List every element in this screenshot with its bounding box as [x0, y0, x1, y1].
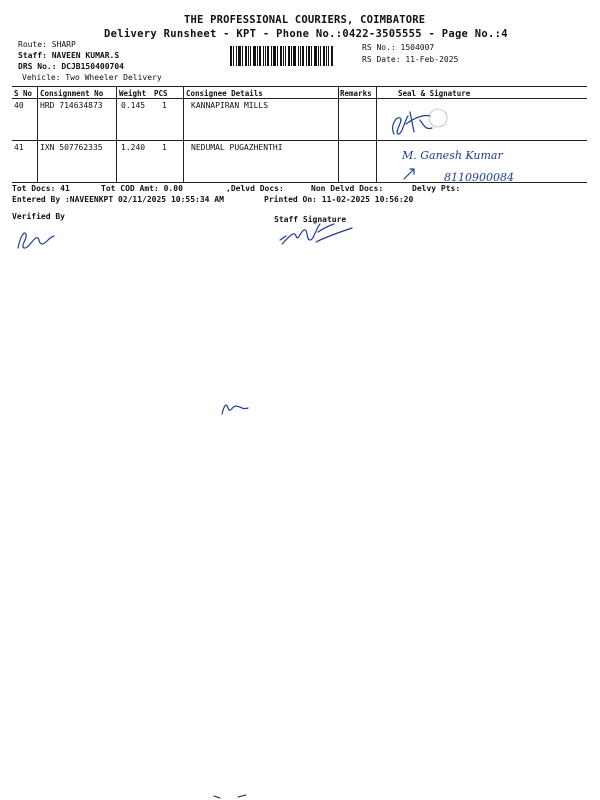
col-divider-4 [338, 86, 339, 182]
col-header-weight: Weight [119, 89, 147, 98]
vehicle-label: Vehicle: Two Wheeler Delivery [22, 73, 162, 82]
col-divider-2 [116, 86, 117, 182]
handwritten-signature-icon [398, 145, 528, 185]
table-top-border [12, 86, 587, 87]
verified-by-label: Verified By [12, 212, 65, 221]
rs-date: RS Date: 11-Feb-2025 [362, 55, 459, 64]
drs-number: DRS No.: DCJB150400704 [18, 62, 124, 71]
col-header-remarks: Remarks [340, 89, 372, 98]
col-divider-1 [37, 86, 38, 182]
table-header-border [12, 98, 587, 99]
row-consignee: KANNAPIRAN MILLS [191, 101, 269, 110]
handwritten-signature-icon [276, 218, 356, 248]
total-cod-amount: Tot COD Amt: 0.00 [101, 184, 183, 193]
row-sno: 40 [14, 101, 24, 110]
staff-signature-label: Staff Signature [274, 215, 347, 224]
delivery-points: Delvy Pts: [412, 184, 461, 193]
col-divider-3 [183, 86, 184, 182]
pen-mark-icon [218, 398, 252, 418]
col-header-consignee: Consignee Details [186, 89, 263, 98]
row-pcs: 1 [162, 143, 167, 152]
total-docs: Tot Docs: 41 [12, 184, 70, 193]
runsheet-subtitle: Delivery Runsheet - KPT - Phone No.:0422-3505555 - Page No.:4 [104, 28, 508, 40]
barcode-icon [230, 46, 348, 66]
row-weight: 0.145 [121, 101, 146, 110]
handwritten-consignee-name: M. Ganesh Kumar [402, 149, 503, 162]
table-row-divider [12, 140, 587, 141]
row-consignment-no: HRD 714634873 [40, 101, 103, 110]
row-weight: 1.240 [121, 143, 146, 152]
printed-on: Printed On: 11-02-2025 10:56:20 [264, 195, 414, 204]
non-delivered-docs: Non Delvd Docs: [311, 184, 384, 193]
row-consignment-no: IXN 507762335 [40, 143, 103, 152]
row-consignee: NEDUMAL PUGAZHENTHI [191, 143, 283, 152]
rs-number: RS No.: 1504007 [362, 43, 435, 52]
company-title: THE PROFESSIONAL COURIERS, COIMBATORE [184, 14, 426, 26]
col-header-sno: S No [14, 89, 33, 98]
delivered-docs: ,Delvd Docs: [226, 184, 284, 193]
entered-by: Entered By :NAVEENKPT 02/11/2025 10:55:34 AM [12, 195, 224, 204]
handwritten-signature-icon [380, 104, 460, 140]
route-label: Route: SHARP [18, 40, 76, 49]
col-header-seal: Seal & Signature [398, 89, 471, 98]
handwritten-phone: 8110900084 [444, 171, 514, 184]
col-header-consignment: Consignment No [40, 89, 104, 98]
staff-label: Staff: NAVEEN KUMAR.S [18, 51, 120, 60]
row-sno: 41 [14, 143, 24, 152]
row-pcs: 1 [162, 101, 167, 110]
scan-mark-icon [212, 792, 252, 800]
col-divider-5 [376, 86, 377, 182]
col-header-pcs: PCS [154, 89, 168, 98]
handwritten-signature-icon [14, 226, 58, 252]
